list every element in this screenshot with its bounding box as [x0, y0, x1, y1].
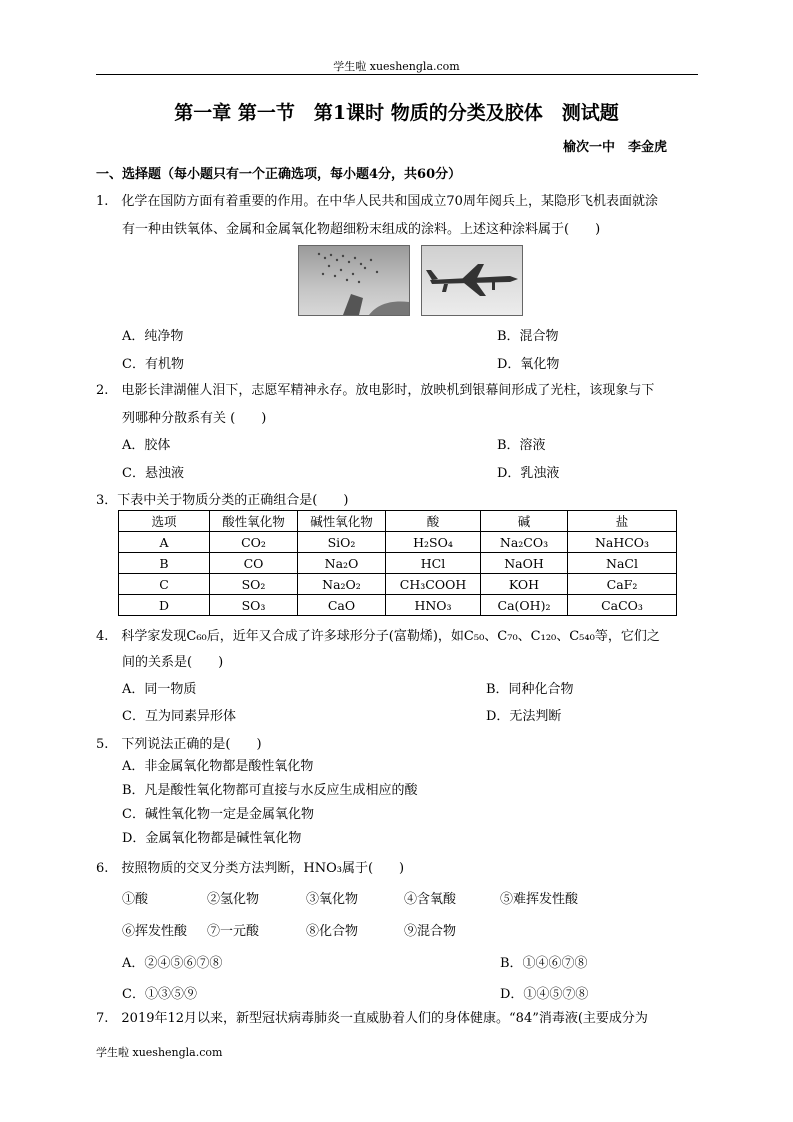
header-site: 学生啦 xueshengla.com [333, 60, 460, 73]
table-row [119, 532, 677, 553]
q1-stem-line1: 1. 化学在国防方面有着重要的作用。在中华人民共和国成立70周年阅兵上，某隐形飞机表面就涂 [96, 194, 658, 209]
header-divider [96, 74, 698, 75]
author: 榆次一中 李金虎 [562, 140, 667, 155]
q1-option-a[interactable]: A．纯净物 [122, 329, 184, 344]
q6-item: ⑥挥发性酸 [122, 924, 188, 939]
table-row [119, 553, 677, 574]
q6-item: ⑨混合物 [404, 924, 457, 939]
q2-stem-line2: 列哪种分散系有关 ( ) [122, 411, 267, 426]
table-cell: HCl [386, 553, 481, 574]
table-cell: CaCO₃ [568, 595, 677, 616]
table-cell: NaOH [481, 553, 568, 574]
q1-option-d[interactable]: D．氧化物 [497, 357, 560, 372]
table-cell: CaO [298, 595, 386, 616]
table-cell: Na₂CO₃ [481, 532, 568, 553]
q6-option-c[interactable]: C．①③⑤⑨ [122, 987, 197, 1002]
table-header: 酸 [386, 511, 481, 532]
table-header: 碱 [481, 511, 568, 532]
aircraft-photo [421, 245, 523, 316]
table-cell: NaHCO₃ [568, 532, 677, 553]
q6-item: ④含氧酸 [404, 892, 457, 907]
table-cell: CaF₂ [568, 574, 677, 595]
q4-option-c[interactable]: C．互为同素异形体 [122, 709, 236, 724]
table-cell: SO₂ [210, 574, 298, 595]
q4-option-b[interactable]: B．同种化合物 [486, 682, 574, 697]
table-cell: SO₃ [210, 595, 298, 616]
q2-stem-line1: 2. 电影长津湖催人泪下，志愿军精神永存。放电影时，放映机到银幕间形成了光柱，该现象与下 [96, 383, 655, 398]
q5-option-d[interactable]: D．金属氧化物都是碱性氧化物 [122, 831, 302, 846]
q1-option-c[interactable]: C．有机物 [122, 357, 184, 372]
table-cell: Na₂O [298, 553, 386, 574]
q6-item: ①酸 [122, 892, 149, 907]
parade-formation-photo [298, 245, 410, 316]
q6-option-b[interactable]: B．①④⑥⑦⑧ [500, 956, 588, 971]
q6-item: ⑧化合物 [306, 924, 359, 939]
q6-item: ⑤难挥发性酸 [500, 892, 579, 907]
classification-table [118, 510, 677, 616]
table-cell: D [119, 595, 210, 616]
q2-option-b[interactable]: B．溶液 [497, 438, 546, 453]
q4-option-d[interactable]: D．无法判断 [486, 709, 562, 724]
q3-stem: 3．下表中关于物质分类的正确组合是( ) [96, 493, 349, 508]
table-header: 选项 [119, 511, 210, 532]
q6-item: ②氢化物 [207, 892, 260, 907]
table-cell: H₂SO₄ [386, 532, 481, 553]
q6-item: ⑦一元酸 [207, 924, 260, 939]
table-cell: CH₃COOH [386, 574, 481, 595]
table-header: 盐 [568, 511, 677, 532]
q5-option-a[interactable]: A．非金属氧化物都是酸性氧化物 [122, 759, 314, 774]
q2-option-d[interactable]: D．乳浊液 [497, 466, 560, 481]
q6-item: ③氧化物 [306, 892, 359, 907]
table-cell: C [119, 574, 210, 595]
q4-option-a[interactable]: A．同一物质 [122, 682, 197, 697]
table-row [119, 574, 677, 595]
footer-site: 学生啦 xueshengla.com [96, 1046, 223, 1059]
table-cell: KOH [481, 574, 568, 595]
q4-stem-line2: 间的关系是( ) [122, 655, 224, 670]
table-cell: B [119, 553, 210, 574]
table-cell: CO₂ [210, 532, 298, 553]
q6-option-a[interactable]: A．②④⑤⑥⑦⑧ [122, 956, 223, 971]
q2-option-c[interactable]: C．悬浊液 [122, 466, 184, 481]
q4-stem-line1: 4. 科学家发现C₆₀后，近年又合成了许多球形分子(富勒烯)，如C₅₀、C₇₀、C₁₂₀、C₅₄₀等，它们之 [96, 629, 660, 644]
q2-option-a[interactable]: A．胶体 [122, 438, 171, 453]
q7-stem-line1: 7. 2019年12月以来，新型冠状病毒肺炎一直威胁着人们的身体健康。“84”消毒液(主要成分为 [96, 1011, 648, 1026]
table-cell: A [119, 532, 210, 553]
section-heading: 一、选择题（每小题只有一个正确选项，每小题4分，共60分） [96, 167, 462, 182]
table-cell: NaCl [568, 553, 677, 574]
q6-option-d[interactable]: D．①④⑤⑦⑧ [500, 987, 589, 1002]
page-title: 第一章 第一节 第1课时 物质的分类及胶体 测试题 [174, 102, 619, 124]
table-cell: Ca(OH)₂ [481, 595, 568, 616]
table-cell: SiO₂ [298, 532, 386, 553]
table-cell: Na₂O₂ [298, 574, 386, 595]
q5-option-c[interactable]: C．碱性氧化物一定是金属氧化物 [122, 807, 314, 822]
q5-stem: 5. 下列说法正确的是( ) [96, 737, 262, 752]
q1-option-b[interactable]: B．混合物 [497, 329, 559, 344]
table-header: 碱性氧化物 [298, 511, 386, 532]
q6-stem: 6. 按照物质的交叉分类方法判断，HNO₃属于( ) [96, 861, 405, 876]
q5-option-b[interactable]: B．凡是酸性氧化物都可直接与水反应生成相应的酸 [122, 783, 418, 798]
table-header: 酸性氧化物 [210, 511, 298, 532]
table-header-row [119, 511, 677, 532]
table-cell: HNO₃ [386, 595, 481, 616]
q1-stem-line2: 有一种由铁氧体、金属和金属氧化物超细粉末组成的涂料。上述这种涂料属于( ) [122, 222, 601, 237]
table-cell: CO [210, 553, 298, 574]
table-row [119, 595, 677, 616]
